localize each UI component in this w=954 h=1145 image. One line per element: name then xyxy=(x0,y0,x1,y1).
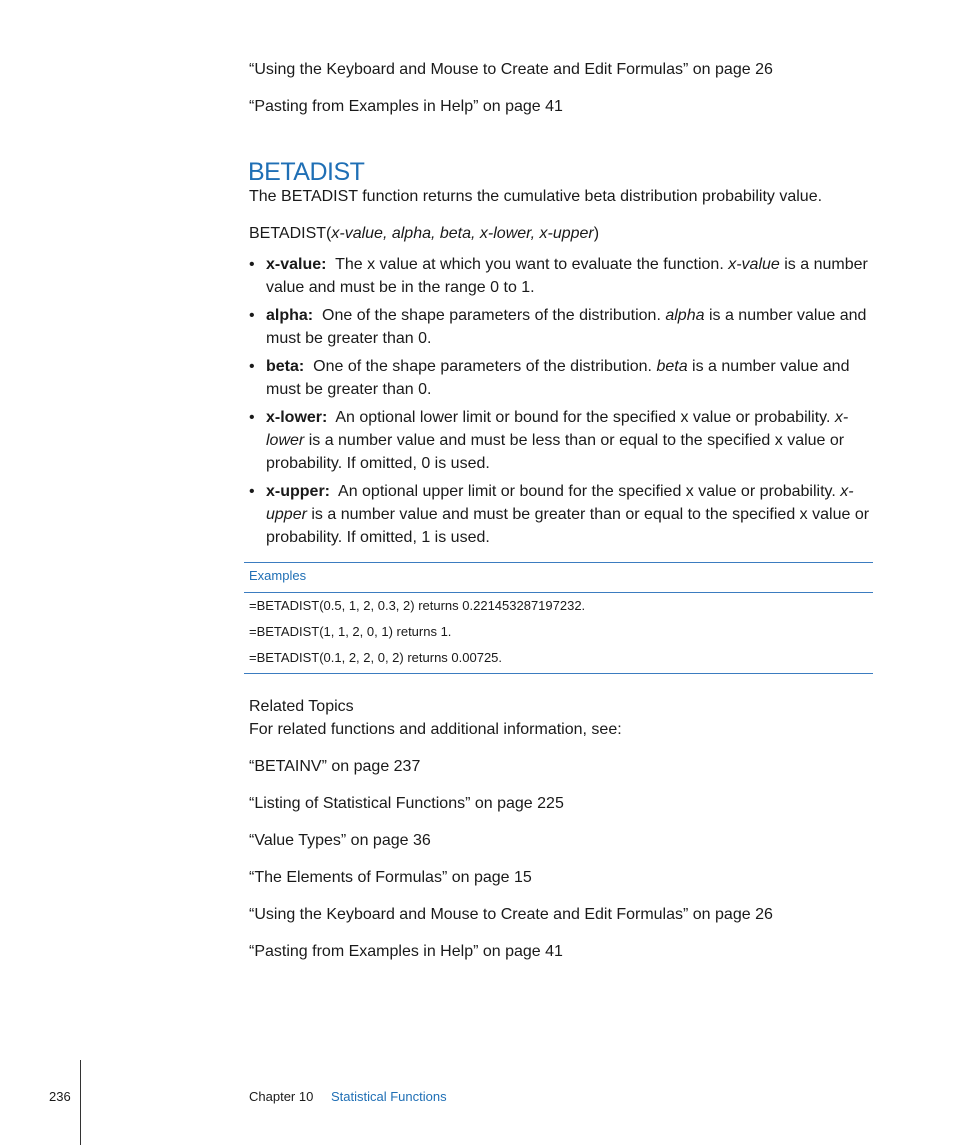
related-topics-heading: Related Topics xyxy=(249,698,354,715)
related-link-elements-of-formulas[interactable]: “The Elements of Formulas” on page 15 xyxy=(249,869,532,886)
argument-text: is a number value and must be greater than 0. xyxy=(266,307,867,347)
section-title: BETADIST xyxy=(248,158,365,186)
bullet-icon: • xyxy=(249,358,255,375)
examples-bottom-rule xyxy=(244,673,873,674)
argument-text: An optional lower limit or bound for the specified x value or probability. xyxy=(335,409,831,426)
related-link-betainv[interactable]: “BETAINV” on page 237 xyxy=(249,758,421,775)
syntax-arguments: x-value, alpha, beta, x-lower, x-upper xyxy=(331,225,594,242)
related-link-pasting-examples[interactable]: “Pasting from Examples in Help” on page 41 xyxy=(249,943,563,960)
argument-term: x-upper: xyxy=(266,483,330,500)
page-number: 236 xyxy=(49,1089,71,1104)
argument-emphasis: beta xyxy=(656,358,688,375)
top-link-1[interactable]: “Using the Keyboard and Mouse to Create and Edit Formulas” on page 26 xyxy=(249,61,773,78)
bullet-icon: • xyxy=(249,256,255,273)
argument-emphasis: x-value xyxy=(728,256,780,273)
related-link-statistical-functions[interactable]: “Listing of Statistical Functions” on page 225 xyxy=(249,795,564,812)
example-line: =BETADIST(1, 1, 2, 0, 1) returns 1. xyxy=(249,624,452,639)
argument-item xyxy=(249,406,877,475)
argument-item xyxy=(249,253,877,299)
footer-chapter: Chapter 10 xyxy=(249,1089,314,1104)
argument-term: x-value: xyxy=(266,256,327,273)
argument-item xyxy=(249,304,877,350)
bullet-icon: • xyxy=(249,307,255,324)
argument-emphasis: x-lower xyxy=(266,409,849,449)
argument-term: alpha: xyxy=(266,307,314,324)
example-line: =BETADIST(0.5, 1, 2, 0.3, 2) returns 0.221453287197232. xyxy=(249,598,586,613)
argument-emphasis: alpha xyxy=(665,307,705,324)
argument-term: beta: xyxy=(266,358,305,375)
footer-divider xyxy=(80,1060,81,1145)
argument-text: is a number value and must be in the range 0 to 1. xyxy=(266,256,868,296)
footer-section[interactable]: Statistical Functions xyxy=(331,1089,447,1104)
argument-term: x-lower: xyxy=(266,409,328,426)
argument-text: is a number value and must be greater than 0. xyxy=(266,358,850,398)
syntax-function-name: BETADIST xyxy=(249,225,327,242)
argument-text: is a number value and must be greater than or equal to the specified x value or probability. If omitted, 1 is used. xyxy=(266,506,870,546)
bullet-icon: • xyxy=(249,409,255,426)
related-topics-intro: For related functions and additional information, see: xyxy=(249,721,622,738)
examples-heading: Examples xyxy=(249,568,307,583)
examples-header-rule xyxy=(244,592,873,593)
example-line: =BETADIST(0.1, 2, 2, 0, 2) returns 0.00725. xyxy=(249,650,503,665)
argument-text: The x value at which you want to evaluate the function. xyxy=(335,256,724,273)
argument-text: One of the shape parameters of the distribution. xyxy=(322,307,661,324)
related-link-keyboard-mouse[interactable]: “Using the Keyboard and Mouse to Create and Edit Formulas” on page 26 xyxy=(249,906,773,923)
bullet-icon: • xyxy=(249,483,255,500)
argument-text: An optional upper limit or bound for the specified x value or probability. xyxy=(338,483,836,500)
argument-emphasis: x-upper xyxy=(266,483,854,523)
syntax-line: BETADIST(x-value, alpha, beta, x-lower, x-upper) xyxy=(249,225,600,242)
argument-list xyxy=(249,253,877,554)
argument-item xyxy=(249,355,877,401)
section-description: The BETADIST function returns the cumulative beta distribution probability value. xyxy=(249,188,823,205)
argument-item xyxy=(249,480,877,549)
argument-text: is a number value and must be less than or equal to the specified x value or probability. If omitted, 0 is used. xyxy=(266,432,845,472)
argument-text: One of the shape parameters of the distribution. xyxy=(313,358,652,375)
related-link-value-types[interactable]: “Value Types” on page 36 xyxy=(249,832,431,849)
top-link-2[interactable]: “Pasting from Examples in Help” on page 41 xyxy=(249,98,563,115)
examples-top-rule xyxy=(244,562,873,563)
